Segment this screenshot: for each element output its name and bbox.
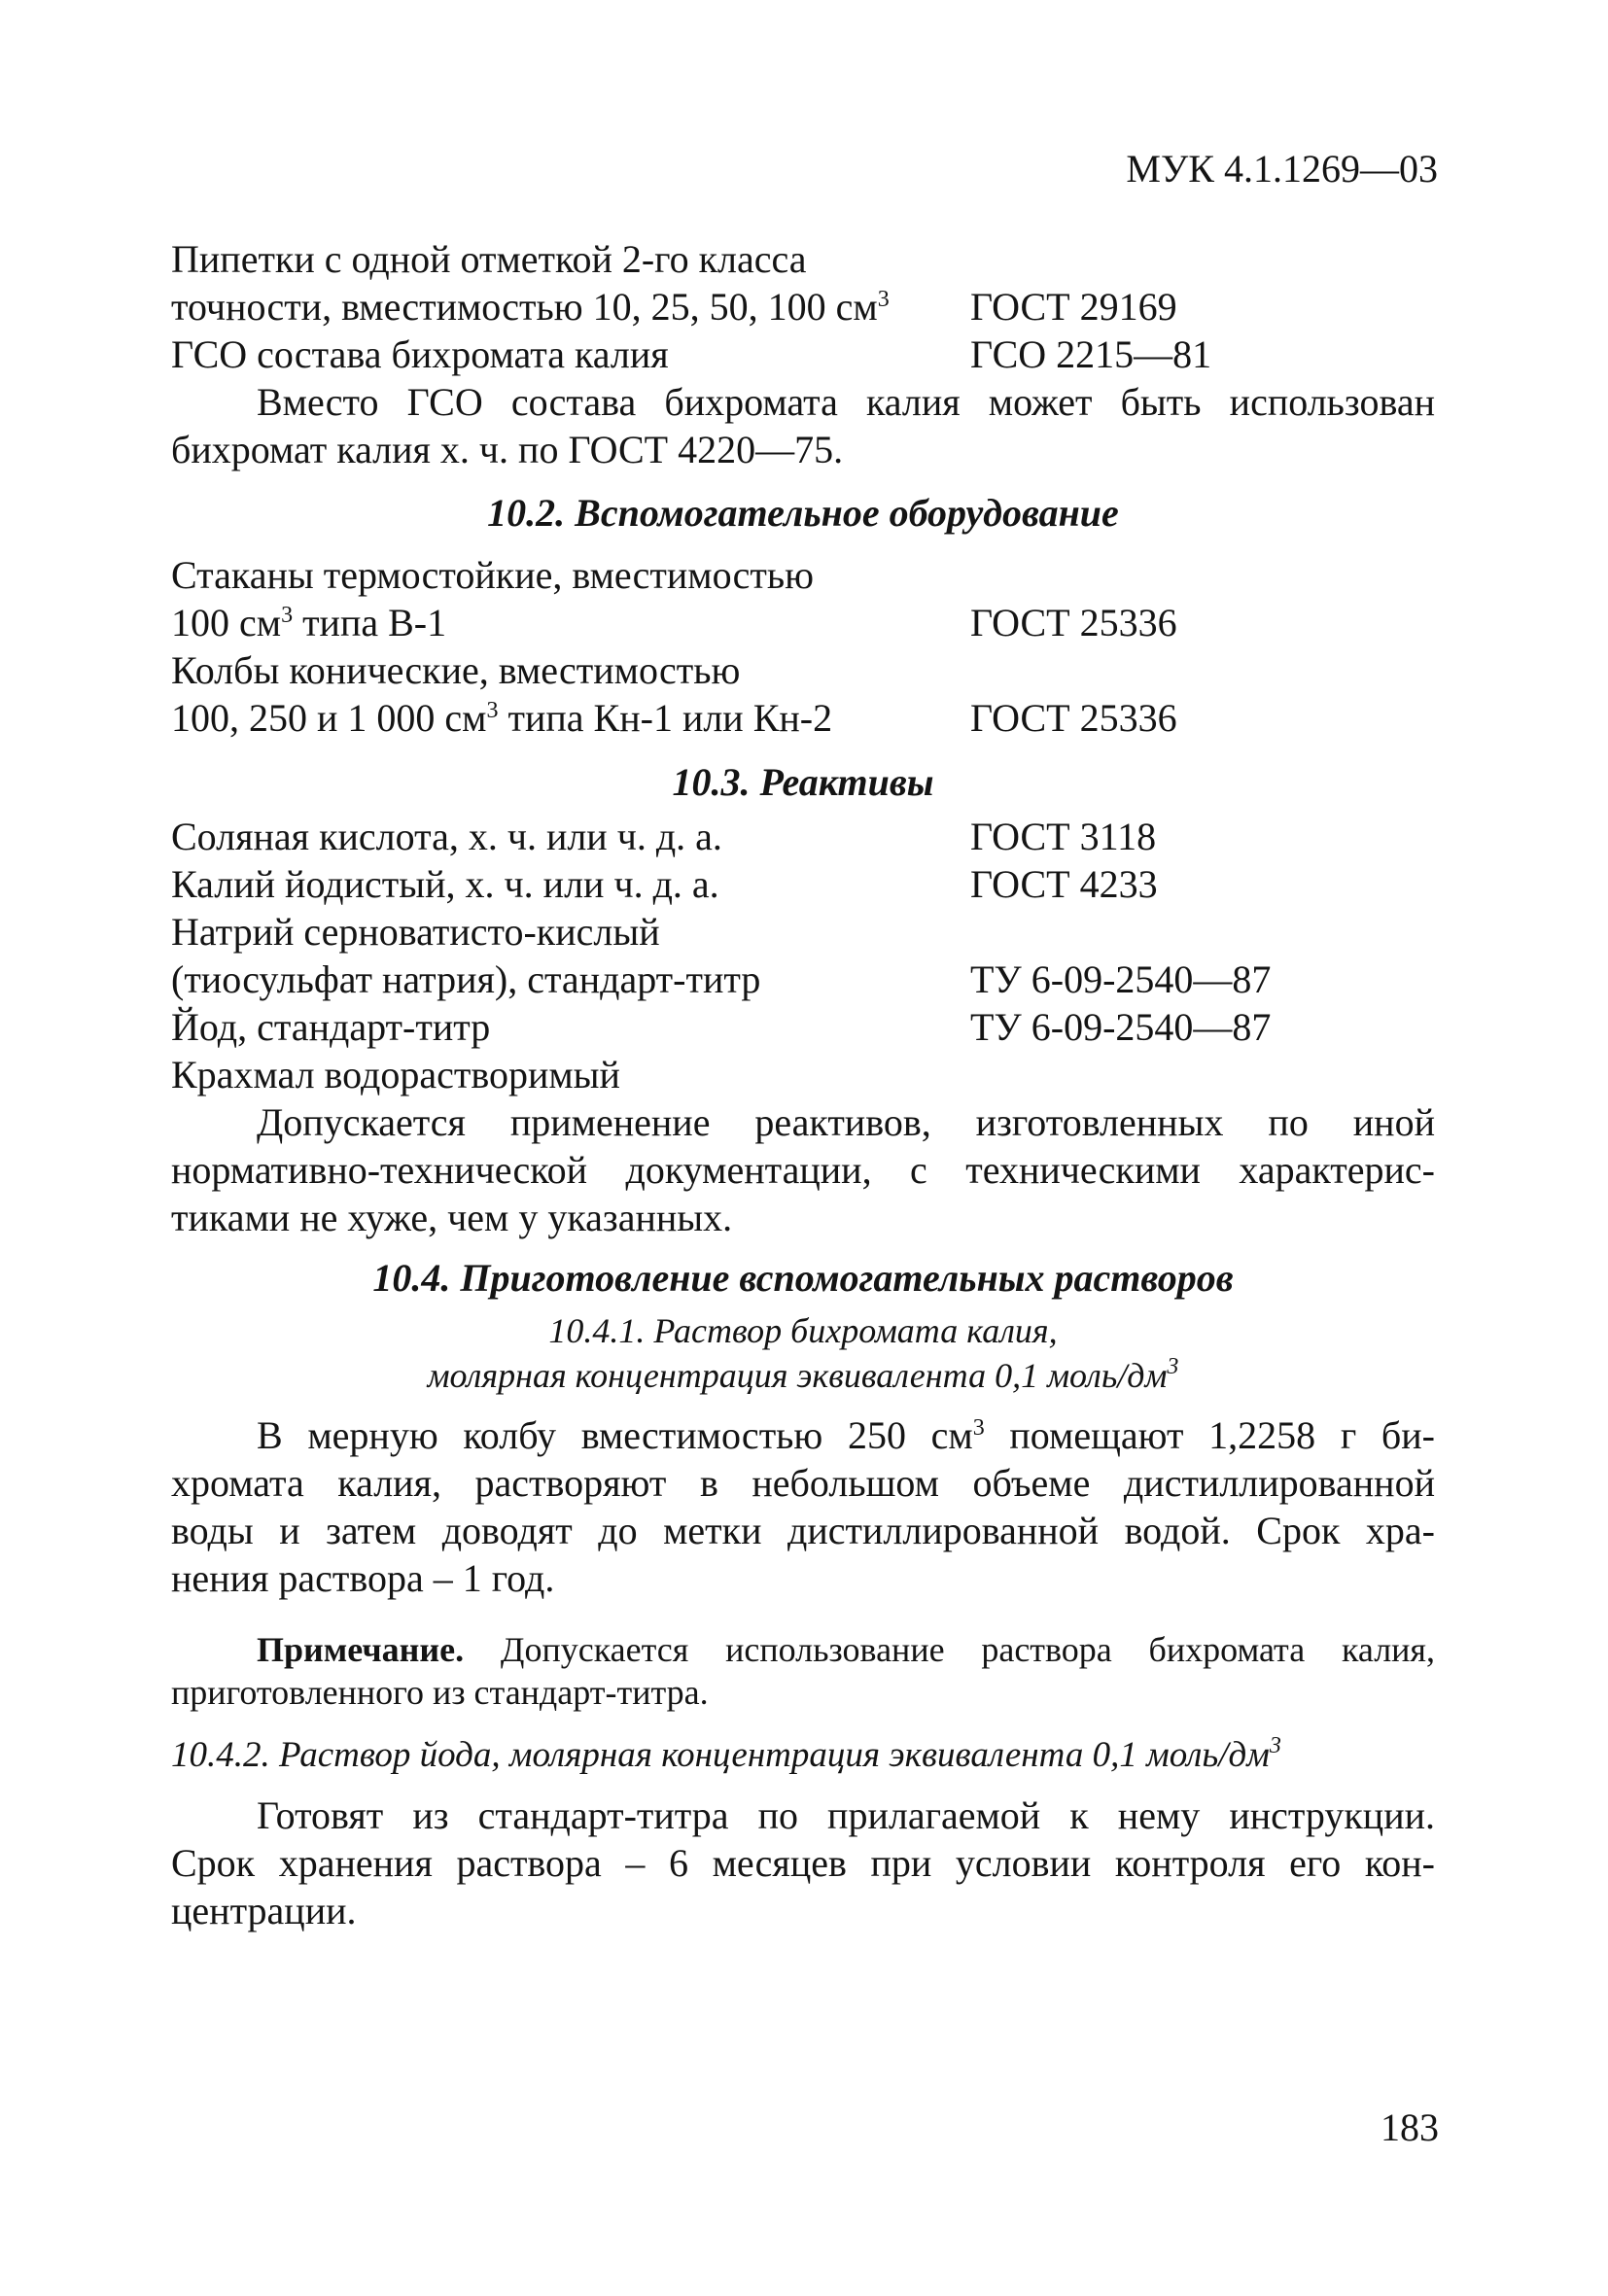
page-number: 183 bbox=[1381, 2105, 1439, 2149]
list-item bbox=[171, 813, 1435, 860]
note-block bbox=[171, 1628, 1435, 1714]
list-item bbox=[171, 235, 1435, 283]
paragraph-line: хромата калия, растворяют в небольшом объеме дистиллированной bbox=[171, 1461, 1435, 1505]
item-standard: ГОСТ 29169 bbox=[970, 285, 1177, 329]
document-code: МУК 4.1.1269—03 bbox=[1126, 147, 1438, 191]
paragraph-line: воды и затем доводят до метки дистиллированной водой. Срок хра- bbox=[171, 1509, 1435, 1552]
list-item bbox=[171, 646, 1435, 694]
section-heading-reagents: 10.3. Реактивы bbox=[672, 760, 934, 804]
dichromate-paragraph bbox=[171, 1411, 1435, 1602]
paragraph-line: Допускается применение реактивов, изготовленных по иной bbox=[257, 1100, 1435, 1144]
equipment-list bbox=[171, 235, 1435, 473]
paragraph-line: центрации. bbox=[171, 1889, 357, 1932]
list-item bbox=[171, 283, 1435, 330]
item-name: Стаканы термостойкие, вместимостью bbox=[171, 553, 814, 597]
section-heading-prep: 10.4. Приготовление вспомогательных растворов bbox=[372, 1256, 1234, 1300]
item-name: 100, 250 и 1 000 $см^3$ типа Кн-1 или Кн-2 bbox=[171, 696, 833, 740]
list-item bbox=[171, 1003, 1435, 1051]
subsection-line: молярная концентрация эквивалента 0,1 моль/$дм^3$ bbox=[427, 1354, 1179, 1395]
subsection-line: 10.4.1. Раствор бихромата калия, bbox=[548, 1311, 1058, 1350]
item-standard: ГОСТ 25336 bbox=[970, 601, 1177, 644]
paragraph-line: В мерную колбу вместимостью 250 $см^3$ помещают 1,2258 г би- bbox=[257, 1413, 1435, 1457]
item-standard: ТУ 6-09-2540—87 bbox=[970, 957, 1272, 1001]
list-item bbox=[171, 551, 1435, 599]
list-item bbox=[171, 908, 1435, 956]
aux-equipment-list bbox=[171, 551, 1435, 742]
list-item bbox=[171, 1051, 1435, 1098]
list-item bbox=[171, 956, 1435, 1003]
reagents-list bbox=[171, 813, 1435, 1241]
item-name: Йод, стандарт-титр bbox=[171, 1005, 491, 1049]
section-heading-aux: 10.2. Вспомогательное оборудование bbox=[487, 491, 1119, 535]
subsection-heading-dichromate bbox=[171, 1308, 1435, 1398]
paragraph-line: Вместо ГСО состава бихромата калия может быть использован bbox=[257, 380, 1435, 424]
item-standard: ТУ 6-09-2540—87 bbox=[970, 1005, 1272, 1049]
paragraph-line: Срок хранения раствора – 6 месяцев при условии контроля его кон- bbox=[171, 1841, 1435, 1885]
item-standard: ГОСТ 25336 bbox=[970, 696, 1177, 740]
paragraph-line: нения раствора – 1 год. bbox=[171, 1556, 555, 1600]
note-line: Примечание. Допускается использование раствора бихромата калия, bbox=[257, 1630, 1435, 1669]
item-standard: ГОСТ 3118 bbox=[970, 815, 1157, 858]
item-name: (тиосульфат натрия), стандарт-титр bbox=[171, 957, 761, 1001]
subsection-heading-iodine: 10.4.2. Раствор йода, молярная концентрация эквивалента 0,1 моль/$дм^3$ bbox=[171, 1733, 1281, 1775]
item-standard: ГОСТ 4233 bbox=[970, 862, 1158, 906]
paragraph-line: Готовят из стандарт-титра по прилагаемой к нему инструкции. bbox=[257, 1793, 1435, 1837]
iodine-paragraph bbox=[171, 1792, 1435, 1934]
item-name: ГСО состава бихромата калия bbox=[171, 332, 669, 376]
paragraph-line: тиками не хуже, чем у указанных. bbox=[171, 1196, 733, 1239]
item-name: Крахмал водорастворимый bbox=[171, 1053, 620, 1096]
paragraph-line: нормативно-технической документации, с техническими характерис- bbox=[171, 1148, 1435, 1192]
item-name: Натрий серноватисто-кислый bbox=[171, 910, 660, 954]
item-name: Калий йодистый, х. ч. или ч. д. а. bbox=[171, 862, 719, 906]
item-name: 100 $см^3$ типа В-1 bbox=[171, 601, 447, 644]
note-line: приготовленного из стандарт-титра. bbox=[171, 1673, 709, 1712]
list-item bbox=[171, 599, 1435, 646]
list-item bbox=[171, 860, 1435, 908]
item-name: Пипетки с одной отметкой 2-го класса bbox=[171, 237, 807, 281]
paragraph-line: бихромат калия х. ч. по ГОСТ 4220—75. bbox=[171, 428, 844, 471]
list-item bbox=[171, 694, 1435, 742]
item-standard: ГСО 2215—81 bbox=[970, 332, 1212, 376]
item-name: точности, вместимостью 10, 25, 50, 100 $см^3$ bbox=[171, 285, 890, 329]
item-name: Колбы конические, вместимостью bbox=[171, 648, 741, 692]
list-item bbox=[171, 330, 1435, 378]
item-name: Соляная кислота, х. ч. или ч. д. а. bbox=[171, 815, 722, 858]
